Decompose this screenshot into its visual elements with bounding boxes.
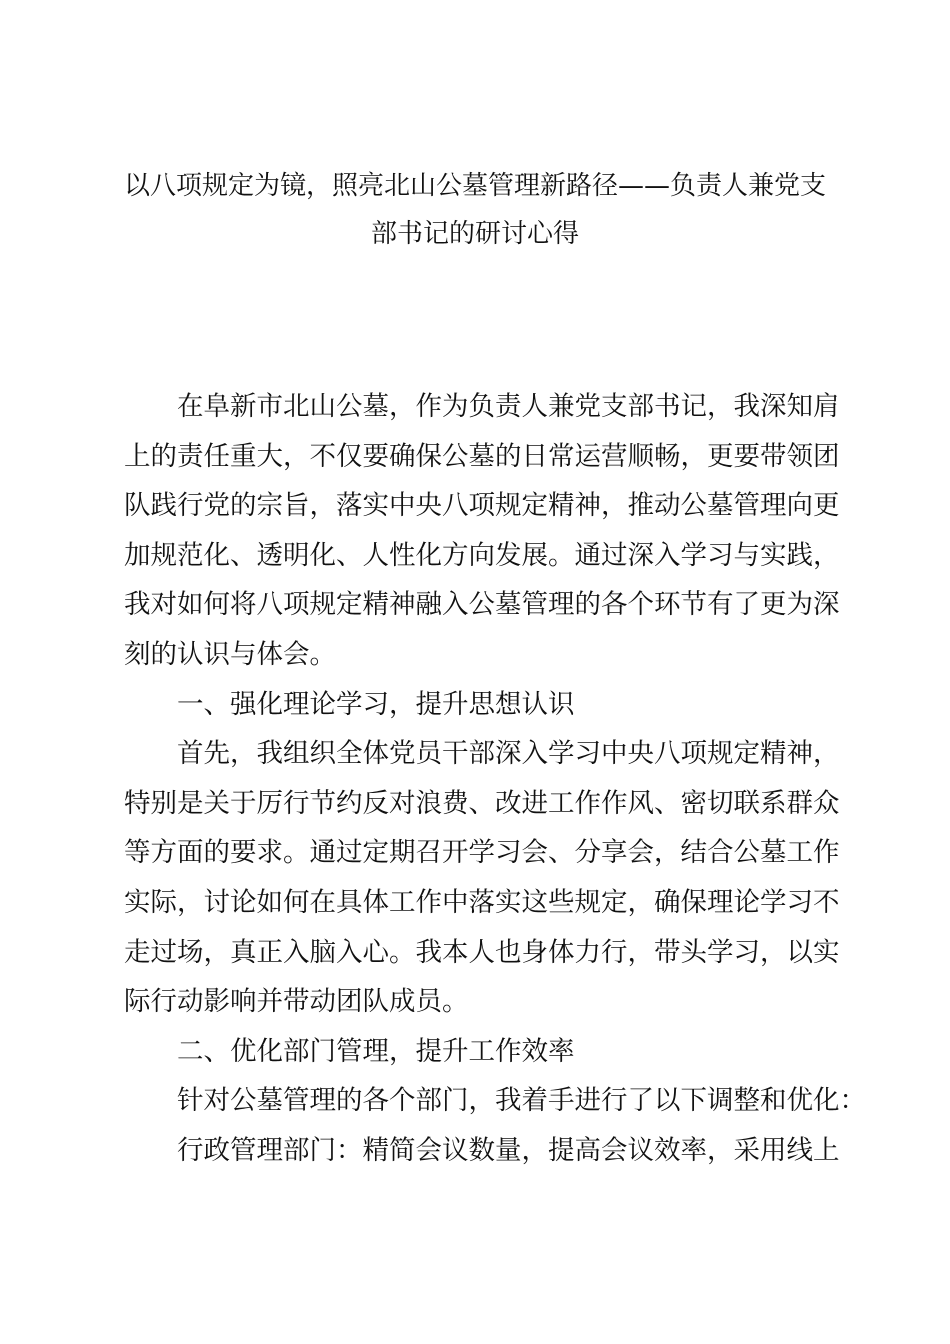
paragraph-line: 我对如何将八项规定精神融入公墓管理的各个环节有了更为深 (124, 589, 840, 621)
paragraph-line: 走过场，真正入脑入心。我本人也身体力行，带头学习，以实 (124, 936, 840, 968)
section-heading: 一、强化理论学习，提升思想认识 (177, 688, 575, 720)
paragraph-line: 实际，讨论如何在具体工作中落实这些规定，确保理论学习不 (124, 886, 840, 918)
paragraph-line: 际行动影响并带动团队成员。 (124, 986, 469, 1018)
paragraph-line: 在阜新市北山公墓，作为负责人兼党支部书记，我深知肩 (177, 391, 840, 422)
document-body (124, 382, 866, 1176)
paragraph-line: 加规范化、透明化、人性化方向发展。通过深入学习与实践， (124, 539, 840, 571)
paragraph-line: 队践行党的宗旨，落实中央八项规定精神，推动公墓管理向更 (124, 490, 840, 522)
paragraph-line: 特别是关于厉行节约反对浪费、改进工作作风、密切联系群众 (124, 787, 840, 819)
paragraph-line: 等方面的要求。通过定期召开学习会、分享会，结合公墓工作 (124, 837, 840, 869)
title-line-1: 以八项规定为镜，照亮北山公墓管理新路径——负责人兼党支 (123, 171, 826, 201)
paragraph-line: 行政管理部门：精简会议数量，提高会议效率，采用线上 (177, 1134, 840, 1166)
paragraph-line: 首先，我组织全体党员干部深入学习中央八项规定精神， (177, 738, 840, 770)
paragraph-line: 上的责任重大，不仅要确保公墓的日常运营顺畅，更要带领团 (124, 440, 840, 472)
paragraph-line: 针对公墓管理的各个部门，我着手进行了以下调整和优化： (177, 1085, 866, 1117)
section-heading: 二、优化部门管理，提升工作效率 (177, 1035, 575, 1067)
paragraph-line: 刻的认识与体会。 (124, 638, 336, 670)
document-title (120, 162, 830, 258)
title-line-2: 部书记的研讨心得 (370, 219, 579, 249)
